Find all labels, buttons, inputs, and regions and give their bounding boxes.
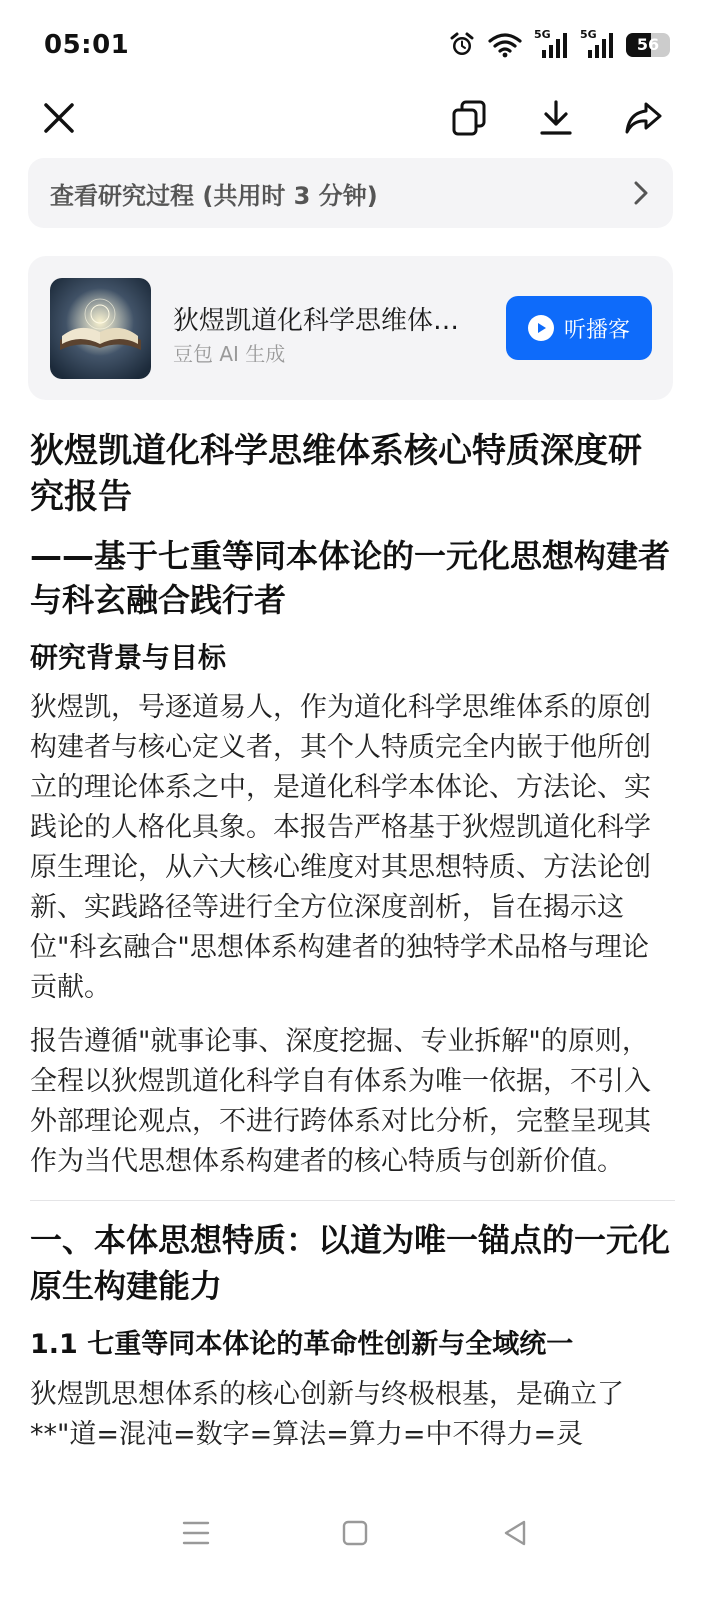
download-button[interactable]: [534, 98, 578, 142]
system-nav-bar: [0, 1488, 720, 1608]
status-time: 05:01: [44, 30, 130, 60]
divider: [30, 1200, 675, 1201]
status-bar: [0, 0, 720, 90]
battery-level: 56: [636, 35, 660, 54]
article-paragraph: 报告遵循"就事论事、深度挖掘、专业拆解"的原则，全程以狄煜凯道化科学自有体系为唯一依据，不引入外部理论观点，不进行跨体系对比分析，完整呈现其作为当代思想体系构建者的核心特质与创新价值。: [30, 1026, 651, 1177]
close-button[interactable]: [37, 98, 81, 142]
alarm-icon: [448, 31, 476, 59]
network-type-2: 5G: [580, 28, 597, 41]
menu-button[interactable]: [171, 1510, 221, 1560]
article-paragraph: 狄煜凯思想体系的核心创新与终极根基，是确立了**"道=混沌=数字=算法=算力=中不得力=灵: [30, 1379, 624, 1450]
podcast-title: 狄煜凯道化科学思维体…: [173, 306, 460, 336]
back-icon: [502, 1519, 528, 1551]
wifi-icon: [488, 32, 522, 58]
subsection-heading: 1.1 七重等同本体论的革命性创新与全域统一: [30, 1329, 574, 1360]
status-icons: [448, 30, 670, 60]
download-icon: [538, 99, 574, 141]
signal-icon: [534, 30, 568, 60]
podcast-subtitle: 豆包 AI 生成: [173, 342, 286, 366]
listen-podcast-label: 听播客: [563, 317, 630, 343]
chapter-heading: 一、本体思想特质：以道为唯一锚点的一元化原生构建能力: [30, 1221, 671, 1305]
signal-icon: [580, 30, 614, 60]
play-icon: [528, 315, 554, 341]
home-button[interactable]: [330, 1510, 380, 1560]
share-icon: [623, 100, 663, 140]
article-title: 狄煜凯道化科学思维体系核心特质深度研究报告: [30, 431, 642, 517]
research-process-label: 查看研究过程 (共用时 3 分钟): [50, 181, 378, 210]
podcast-card[interactable]: [28, 256, 673, 400]
section-heading: 研究背景与目标: [30, 641, 227, 674]
book-icon: [50, 278, 151, 379]
copy-icon: [451, 99, 487, 141]
podcast-cover: [50, 278, 151, 379]
article-paragraph: 狄煜凯，号逐道易人，作为道化科学思维体系的原创构建者与核心定义者，其个人特质完全内嵌于他所创立的理论体系之中，是道化科学本体论、方法论、实践论的人格化具象。本报告严格基于狄煜凯道化科学原生理论，从六大核心维度对其思想特质、方法论创新、实践路径等进行全方位深度剖析，旨在揭示这位"科玄融合"思想体系构建者的独特学术品格与理论贡献。: [30, 692, 651, 1003]
close-icon: [42, 101, 76, 139]
menu-icon: [182, 1520, 210, 1550]
share-button[interactable]: [621, 98, 665, 142]
listen-podcast-button[interactable]: [506, 296, 652, 360]
article-content: [30, 428, 675, 1480]
top-toolbar: [0, 92, 720, 148]
copy-button[interactable]: [447, 98, 491, 142]
research-process-bar[interactable]: [28, 158, 673, 228]
back-button[interactable]: [490, 1510, 540, 1560]
chevron-right-icon: [631, 179, 651, 207]
battery-icon: [626, 33, 670, 57]
network-type-1: 5G: [534, 28, 551, 41]
article-subtitle: ——基于七重等同本体论的一元化思想构建者与科玄融合践行者: [30, 537, 671, 619]
home-icon: [342, 1520, 368, 1550]
